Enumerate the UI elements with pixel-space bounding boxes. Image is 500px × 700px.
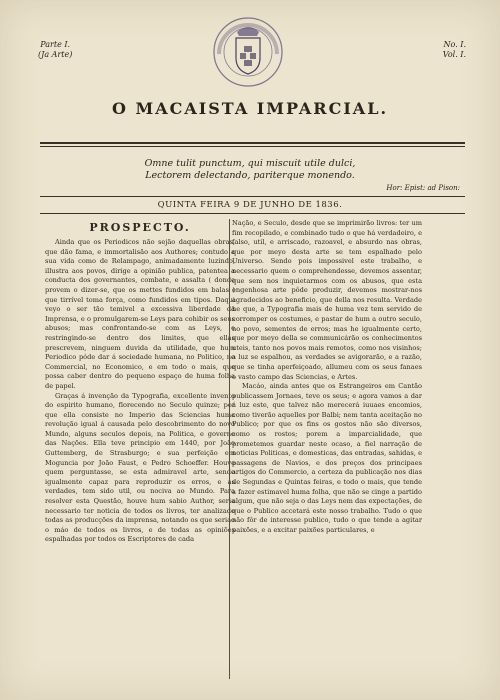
header-left-info xyxy=(38,40,72,60)
article-heading: PROSPECTO. xyxy=(89,221,191,234)
header-part: Parte I. xyxy=(40,40,71,49)
title-rule-bottom xyxy=(40,146,465,147)
dateline-rule-top xyxy=(40,196,465,197)
article-column-2 xyxy=(232,219,422,536)
library-stamp-seal xyxy=(211,14,285,92)
motto xyxy=(0,158,500,182)
article-paragraph: Graças á invenção da Typografia, excellente invento do espirito humano, florecendo no Seculo quinze; por que ella consiste no Imperio das Sciencias huma revolução igual á causada pelo descobrimento do novo Mundo, alguns seculos depois, na Politica, e governo das Nações. Ella teve principio em 1440, por João Guttemberg, de Strasburgo; e sua perfeição em Moguncia por João Faust, e Pedro Schoeffer. Houve quem perguntasse, se esta admiravel arte, sendo igualmente capaz para reproduzir os erros, e as verdades, tem sido util, ou nociva ao Mundo. Para resolver esta Questão, houve hum sabio Author, seria necessario ter noticia de todos os livros, ter analizado todas as producções da imprensa, notando os que seriao o máo de todos os livros, e de todas as opiniões espalhadas por todos os Escriptores de cada xyxy=(45,391,235,544)
article-paragraph: Ainda que os Periodicos não sejão daquellas obras, que dão fama, e immortalisão aos Authores; contudo a sua vida como de Relampago, animadamente luzindo, illustra aos povos, dirige a opinião publica, patentea a conducta dos governantes, combate, e assalta ( donde provem o dizer-se, que os mettes fundidos em balas ) que tirrível toma força, como fundidos em tipos. Daqui veyo o ser tão temivel a excessiva liberdade da Imprensa, e o promulgarem-se Leys para cohibir os seus abusos; mas confrontando-se com as Leys, e restringindo-se dentro dos limites, que ellas prescrevem, ninguem duvida da utilidade, que hum Periodico póde dar á sociedade humana, no Politico, no Commercial, no Economico, e em todo o mais, que possa caber dentro do pequeno espaço de huma folha de papel. xyxy=(45,238,235,390)
article-paragraph: Nação, e Seculo, desde que se imprimirão livros: ter um fim recopilado, e combinado tudo o que há verdadeiro, e falso, util, e arriscado, razoavel, e absurdo nas obras, que por meyo desta arte se tem espalhado pelo Universo. Sendo pois impossivel este trabalho, e necessario quem o comprehendesse, devemos assentar, que sem nos inquietarmos com os abusos, que esta engenhosa arte pôde produzir, devemos mostrar-nos agradecidos ao beneficio, que della nos resulta. Verdade he que, a Typografia mais de huma vez tem servido de corromper os costumes, e pastar de hum a outro seculo, no povo, sementes de erros; mas he igualmente certo, que por meyo della se communicárão os conhecimentos uteis, tanto nos povos mais remotos, como nos visinhos; a luz se espalhou, as verdades se avigorarão, e a razão, que se tinha aperfeiçoado, allumeu com os seus fanaes o vasto campo das Sciencias, e Artes. xyxy=(232,219,422,381)
motto-attribution: Hor: Epist: ad Pison: xyxy=(386,184,460,192)
header-volume: Vol. I. xyxy=(442,50,466,59)
dateline: QUINTA FEIRA 9 DE JUNHO DE 1836. xyxy=(157,200,343,210)
article-paragraph: Macáo, ainda antes que os Estrangeiros em Cantão publicassem Jornaes, teve os seus; e agora vamos a dar á luz este, que talvez não merecerá iuuaes encomios, como tiverão aquelles por Balbi; nem tanta aceitação no Publico; por que os fins os gostos não são diversos, como os rostos; porem a imparcialidade, que prometemos guardar neste ocaso, a fiel narração de noticias Politicas, e domesticas, das entradas, sahidas, e passagens de Navios, e dos preços dos principaes artigos do Commercio, a certeza da publicação nos dias de Segundas e Quintas feiras, e todo o mais, que tende a fazer estimavel huma folha, que não se cinge a partido algum, que não seja o das Leys nem das expectações, de que o Publico accetará este nosso trabalho. Tudo o que não fôr de interesse publico, tudo o que tende a agitar paixões, e a excitar paixões particulares, e xyxy=(232,382,422,534)
newspaper-title: O MACAISTA IMPARCIAL. xyxy=(111,99,389,118)
motto-line-1: Omne tulit punctum, qui miscuit utile dulci, xyxy=(144,158,356,169)
header-number: No. I. xyxy=(443,40,466,49)
column-divider xyxy=(229,219,230,679)
dateline-rule-bottom xyxy=(40,213,465,214)
motto-line-2: Lectorem delectando, pariterque monendo. xyxy=(145,170,355,181)
title-rule-top xyxy=(40,142,465,144)
header-right-info xyxy=(443,40,466,60)
article-column-1 xyxy=(45,221,235,545)
header-part-sub: (Ja Arte) xyxy=(38,50,73,59)
